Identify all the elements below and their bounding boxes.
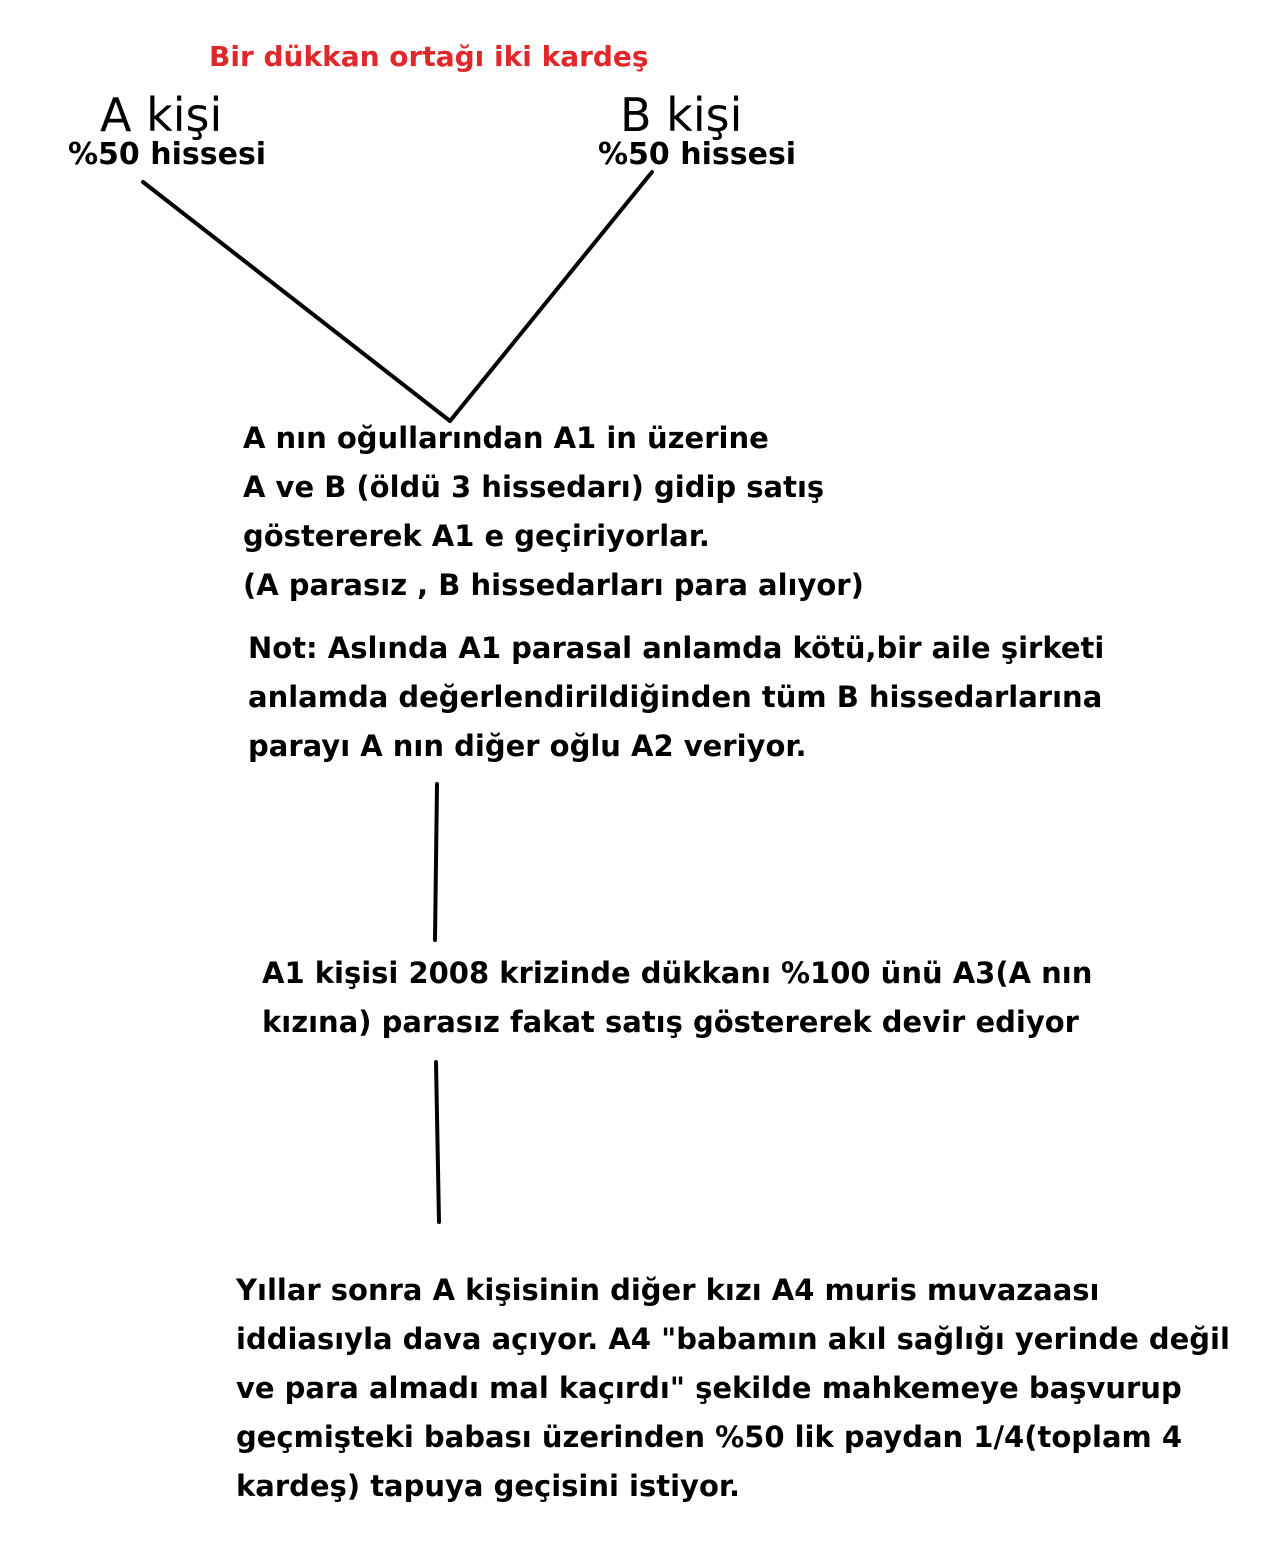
diagram-title: Bir dükkan ortağı iki kardeş — [209, 40, 649, 73]
step3-line: geçmişteki babası üzerinden %50 lik paydan 1/4(toplam 4 — [236, 1420, 1183, 1454]
person-a-share: %50 hissesi — [68, 137, 267, 172]
step3-text — [236, 1266, 1230, 1511]
step1-line: A ve B (öldü 3 hissedarı) gidip satış — [243, 470, 825, 504]
connector-a-to-merge — [143, 182, 450, 421]
connector-step2-to-step3 — [436, 1062, 439, 1222]
step2-text — [262, 949, 1092, 1047]
step1-line: göstererek A1 e geçiriyorlar. — [243, 519, 710, 553]
step3-line: ve para almadı mal kaçırdı" şekilde mahkemeye başvurup — [236, 1371, 1182, 1405]
person-b-share: %50 hissesi — [598, 137, 797, 172]
person-a-label: A kişi — [100, 88, 223, 142]
note-line: anlamda değerlendirildiğinden tüm B hissedarlarına — [248, 680, 1103, 714]
note-line: Not: Aslında A1 parasal anlamda kötü,bir aile şirketi — [248, 631, 1105, 665]
step3-line: Yıllar sonra A kişisinin diğer kızı A4 muris muvazaası — [236, 1273, 1100, 1307]
step2-line: kızına) parasız fakat satış göstererek devir ediyor — [262, 1005, 1079, 1039]
connector-b-to-merge — [450, 172, 652, 421]
step1-line: (A parasız , B hissedarları para alıyor) — [243, 568, 864, 602]
step2-line: A1 kişisi 2008 krizinde dükkanı %100 ünü A3(A nın — [262, 956, 1093, 990]
step3-line: kardeş) tapuya geçisini istiyor. — [236, 1469, 741, 1503]
step1-line: A nın oğullarından A1 in üzerine — [243, 421, 769, 455]
person-b-label: B kişi — [620, 88, 743, 142]
note-line: parayı A nın diğer oğlu A2 veriyor. — [248, 729, 807, 763]
connector-step1-to-step2 — [435, 784, 437, 940]
note-text — [248, 624, 1104, 771]
step1-text — [243, 414, 864, 610]
step3-line: iddiasıyla dava açıyor. A4 "babamın akıl sağlığı yerinde değil — [236, 1322, 1230, 1356]
